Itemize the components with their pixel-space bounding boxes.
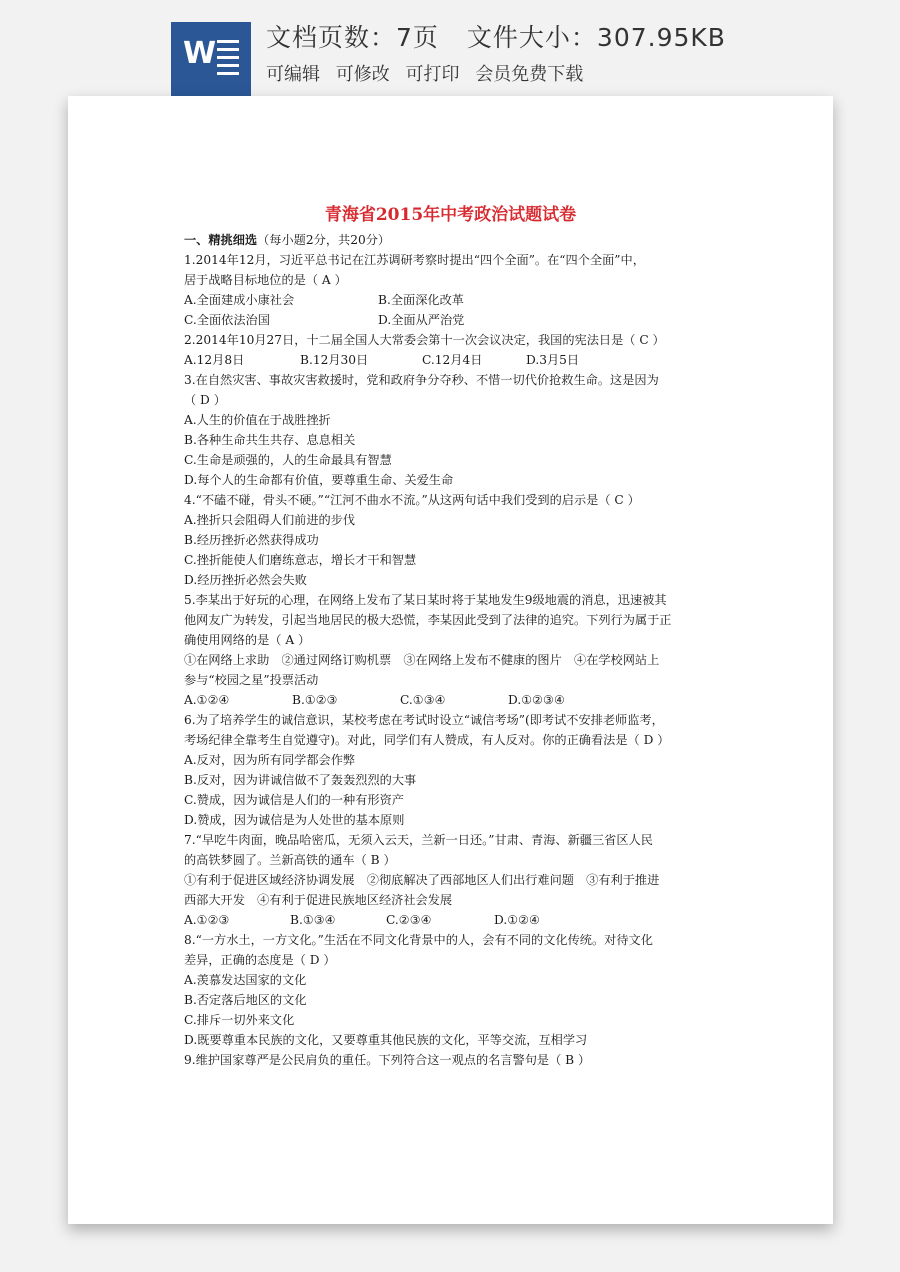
download-banner bbox=[0, 0, 900, 96]
feature-editable: 可编辑 bbox=[266, 64, 320, 85]
question-line: 他网友广为转发，引起当地居民的极大恐慌，李某因此受到了法律的追究。下列行为属于正 bbox=[184, 613, 672, 627]
option: D.3月5日 bbox=[526, 353, 580, 367]
option: B.反对，因为讲诚信做不了轰轰烈烈的大事 bbox=[184, 773, 417, 787]
word-icon-letter: W bbox=[183, 36, 217, 71]
question-line: 4.“不磕不碰，骨头不硬。”“江河不曲水不流。”从这两句话中我们受到的启示是（ C ） bbox=[184, 493, 640, 507]
option: A.羡慕发达国家的文化 bbox=[184, 973, 307, 987]
option: C.①③④ bbox=[400, 693, 446, 707]
option: D.①②④ bbox=[494, 913, 540, 927]
option: D.全面从严治党 bbox=[378, 313, 465, 327]
option: A.①②④ bbox=[184, 693, 230, 707]
document-page bbox=[68, 96, 833, 1224]
option: A.全面建成小康社会 bbox=[184, 293, 295, 307]
question-line: 3.在自然灾害、事故灾害救援时，党和政府争分夺秒、不惜一切代价抢救生命。这是因为 bbox=[184, 373, 659, 387]
feature-printable: 可打印 bbox=[405, 64, 460, 85]
option-row bbox=[184, 310, 724, 330]
question-line: 考场纪律全靠考生自觉遵守)。对此，同学们有人赞成，有人反对。你的正确看法是（ D ） bbox=[184, 733, 670, 747]
option: A.反对，因为所有同学都会作弊 bbox=[184, 753, 356, 767]
document-body bbox=[184, 230, 724, 1070]
question-line: 8.“一方水土，一方文化。”生活在不同文化背景中的人，会有不同的文化传统。对待文化 bbox=[184, 933, 653, 947]
option: D.既要尊重本民族的文化，又要尊重其他民族的文化，平等交流，互相学习 bbox=[184, 1033, 588, 1047]
option-row bbox=[184, 290, 724, 310]
word-document-icon bbox=[171, 22, 251, 96]
option: A.挫折只会阻碍人们前进的步伐 bbox=[184, 513, 356, 527]
option-row bbox=[184, 350, 724, 370]
option: B.各种生命共生共存、息息相关 bbox=[184, 433, 356, 447]
question-line: 确使用网络的是（ A ） bbox=[184, 633, 311, 647]
question-line: 参与“校园之星”投票活动 bbox=[184, 673, 319, 687]
option: C.赞成，因为诚信是人们的一种有形资产 bbox=[184, 793, 404, 807]
file-size: 文件大小：307.95KB bbox=[466, 23, 726, 52]
option: B.①③④ bbox=[290, 913, 336, 927]
option: B.12月30日 bbox=[300, 353, 369, 367]
question-line: 西部大开发 ④有利于促进民族地区经济社会发展 bbox=[184, 893, 453, 907]
section-heading bbox=[184, 230, 724, 250]
option: B.①②③ bbox=[292, 693, 338, 707]
document-title: 青海省2015年中考政治试题试卷 bbox=[324, 205, 577, 225]
option: A.人生的价值在于战胜挫折 bbox=[184, 413, 331, 427]
question-line: ①在网络上求助 ②通过网络订购机票 ③在网络上发布不健康的图片 ④在学校网站上 bbox=[184, 653, 660, 667]
question-line: 1.2014年12月，习近平总书记在江苏调研考察时提出“四个全面”。在“四个全面”中， bbox=[184, 253, 645, 267]
feature-free-download: 会员免费下载 bbox=[475, 64, 584, 85]
option: D.赞成，因为诚信是为人处世的基本原则 bbox=[184, 813, 405, 827]
option: D.每个人的生命都有价值，要尊重生命、关爱生命 bbox=[184, 473, 454, 487]
question-line: 5.李某出于好玩的心理，在网络上发布了某日某时将于某地发生9级地震的消息，迅速被其 bbox=[184, 593, 667, 607]
question-line: 差异，正确的态度是（ D ） bbox=[184, 953, 336, 967]
option: C.②③④ bbox=[386, 913, 432, 927]
question-line: 2.2014年10月27日，十二届全国人大常委会第十一次会议决定，我国的宪法日是（ C ） bbox=[184, 333, 665, 347]
option: C.12月4日 bbox=[422, 353, 483, 367]
option: C.排斥一切外来文化 bbox=[184, 1013, 295, 1027]
option: B.否定落后地区的文化 bbox=[184, 993, 307, 1007]
option: B.全面深化改革 bbox=[378, 293, 464, 307]
section-title: 一、精挑细选 bbox=[184, 233, 258, 247]
question-line: 7.“早吃牛肉面，晚品哈密瓜，无须入云天，兰新一日还。”甘肃、青海、新疆三省区人民 bbox=[184, 833, 653, 847]
question-line: 的高铁梦圆了。兰新高铁的通车（ B ） bbox=[184, 853, 396, 867]
file-stats bbox=[266, 18, 726, 54]
question-line: 6.为了培养学生的诚信意识，某校考虑在考试时设立“诚信考场”(即考试不安排老师监考， bbox=[184, 713, 664, 727]
question-line: ①有利于促进区域经济协调发展 ②彻底解决了西部地区人们出行难问题 ③有利于推进 bbox=[184, 873, 660, 887]
question-line: （ D ） bbox=[184, 393, 226, 407]
word-icon-lines bbox=[217, 40, 239, 80]
option: B.经历挫折必然获得成功 bbox=[184, 533, 319, 547]
page-count: 文档页数：7页 bbox=[266, 23, 439, 52]
feature-list bbox=[266, 60, 726, 86]
question-line: 9.维护国家尊严是公民肩负的重任。下列符合这一观点的名言警句是（ B ） bbox=[184, 1053, 591, 1067]
option: A.12月8日 bbox=[184, 353, 245, 367]
file-info bbox=[266, 18, 726, 86]
option: D.①②③④ bbox=[508, 693, 565, 707]
option-row bbox=[184, 690, 724, 710]
option: A.①②③ bbox=[184, 913, 230, 927]
option-row bbox=[184, 910, 724, 930]
feature-modifiable: 可修改 bbox=[335, 64, 390, 85]
question-line: 居于战略目标地位的是（ A ） bbox=[184, 273, 347, 287]
option: D.经历挫折必然会失败 bbox=[184, 573, 307, 587]
section-note: （每小题2分，共20分） bbox=[257, 233, 391, 247]
option: C.全面依法治国 bbox=[184, 313, 270, 327]
option: C.生命是顽强的，人的生命最具有智慧 bbox=[184, 453, 392, 467]
option: C.挫折能使人们磨练意志，增长才干和智慧 bbox=[184, 553, 417, 567]
